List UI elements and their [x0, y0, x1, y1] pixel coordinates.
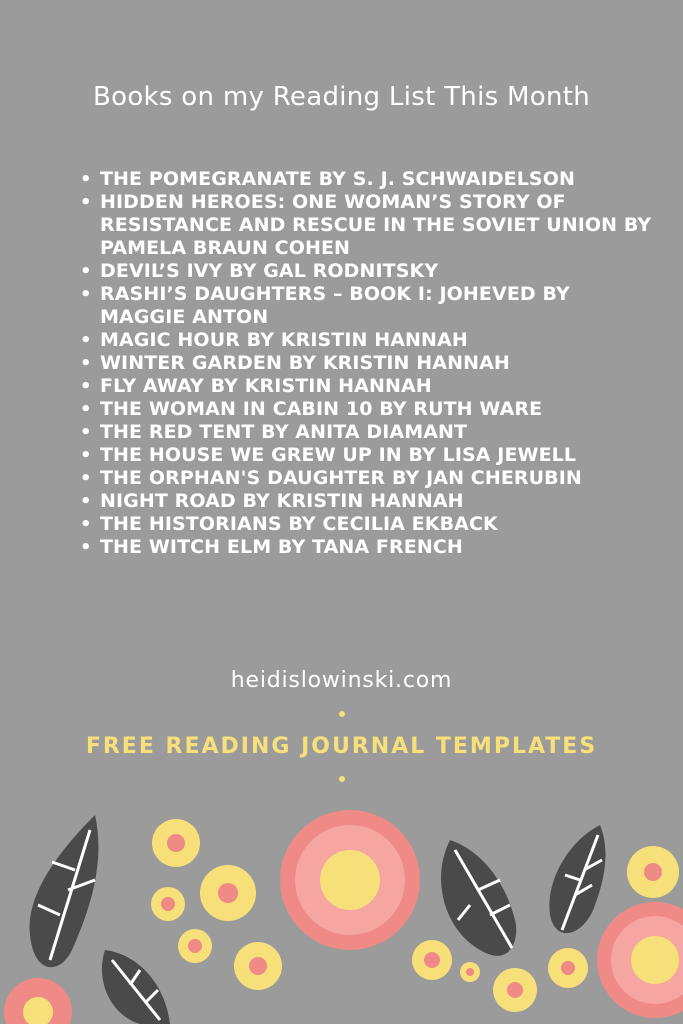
divider-dot-bottom: [339, 776, 345, 782]
page-title: Books on my Reading List This Month: [92, 82, 591, 112]
leaf-icon: [441, 840, 516, 956]
promo-text: FREE READING JOURNAL TEMPLATES: [85, 734, 598, 759]
flowers-and-leaves-illustration: [0, 800, 683, 1024]
list-item: • THE HOUSE WE GREW UP IN BY LISA JEWELL: [100, 444, 660, 467]
divider-dot-top: [339, 711, 345, 717]
list-item: • THE WOMAN IN CABIN 10 BY RUTH WARE: [100, 398, 660, 421]
flower-icon: [548, 948, 588, 988]
flower-icon: [412, 940, 452, 980]
leaf-icon: [549, 825, 605, 933]
leaf-icon: [30, 815, 99, 967]
flower-icon: [280, 810, 420, 950]
flower-icon: [627, 846, 679, 898]
list-item: • MAGIC HOUR BY KRISTIN HANNAH: [100, 329, 660, 352]
list-item: • THE POMEGRANATE BY S. J. SCHWAIDELSON: [100, 168, 660, 191]
leaf-icon: [102, 950, 170, 1024]
flower-icon: [200, 865, 256, 921]
list-item: • RASHI’S DAUGHTERS – BOOK I: JOHEVED BY MAGGIE ANTON: [100, 283, 660, 329]
list-item: • WINTER GARDEN BY KRISTIN HANNAH: [100, 352, 660, 375]
list-item: • THE ORPHAN'S DAUGHTER BY JAN CHERUBIN: [100, 467, 660, 490]
list-item: • HIDDEN HEROES: ONE WOMAN’S STORY OF RESISTANCE AND RESCUE IN THE SOVIET UNION BY PAMELA BRAUN COHEN: [100, 191, 660, 260]
flower-icon: [151, 887, 185, 921]
flower-icon: [493, 968, 537, 1012]
list-item: • THE RED TENT BY ANITA DIAMANT: [100, 421, 660, 444]
book-list: [78, 168, 660, 559]
flower-icon: [597, 902, 683, 1018]
list-item: • FLY AWAY BY KRISTIN HANNAH: [100, 375, 660, 398]
website-link[interactable]: heidislowinski.com: [230, 668, 453, 693]
flower-icon: [234, 942, 282, 990]
flower-icon: [178, 929, 212, 963]
flower-icon: [152, 819, 200, 867]
list-item: • NIGHT ROAD BY KRISTIN HANNAH: [100, 490, 660, 513]
flower-icon: [4, 978, 72, 1024]
list-item: • THE WITCH ELM BY TANA FRENCH: [100, 536, 660, 559]
list-item: • THE HISTORIANS BY CECILIA EKBACK: [100, 513, 660, 536]
list-item: • DEVIL’S IVY BY GAL RODNITSKY: [100, 260, 660, 283]
flower-icon: [460, 962, 480, 982]
